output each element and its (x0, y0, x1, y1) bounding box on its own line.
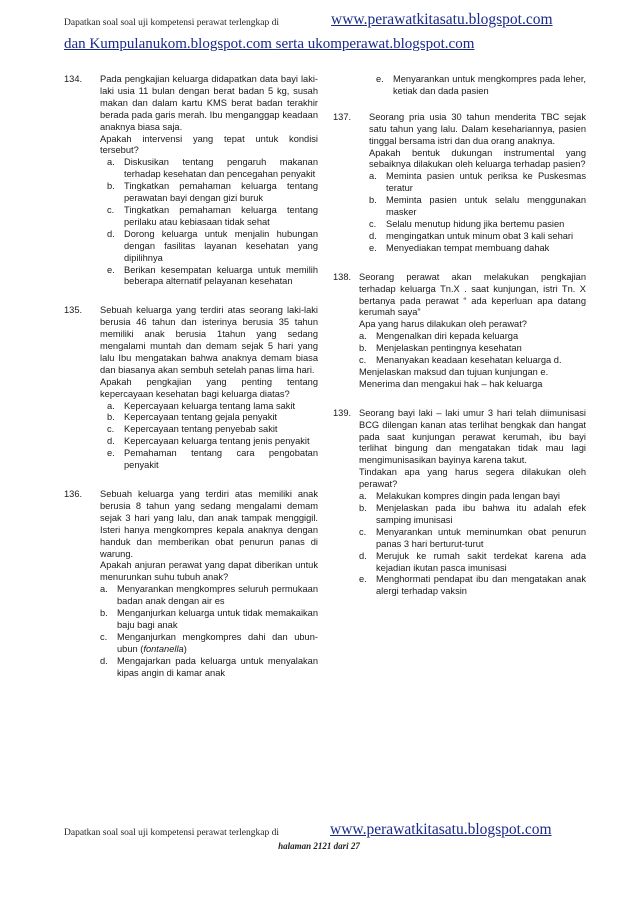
header-intro: Dapatkan soal soal uji kompetensi perawat terlengkap di (64, 18, 280, 28)
question-prompt: Apakah intervensi yang tepat untuk kondisi tersebut? (100, 133, 318, 156)
option-b: b. Kepercayaan tentang gejala penyakit (107, 412, 277, 423)
question-prompt: Apa yang harus dilakukan oleh perawat? (359, 319, 527, 330)
option-a: a. Diskusikan tentang pengaruh makanan terhadap kesehatan dan pencegahan penyakit (107, 157, 318, 180)
question-number: 134. (64, 74, 83, 84)
question-number: 135. (64, 305, 83, 316)
option-e: e. Berikan kesempatan keluarga untuk memilih beberapa alternatif pelayanan kesehatan (107, 264, 318, 287)
question-136 (64, 489, 318, 680)
option-e: e. Menyediakan tempat membuang dahak (369, 242, 550, 253)
option-d: d. Merujuk ke rumah sakit terdekat karena ada kejadian ikutan pasca imunisasi (359, 550, 586, 573)
option-b: b. Tingkatkan pemahaman keluarga tentang perawatan bayi dengan gizi buruk (107, 181, 318, 204)
header-links-line[interactable] (64, 36, 474, 53)
question-137 (333, 112, 586, 255)
option-b: b. Meminta pasien untuk selalu menggunakan masker (369, 195, 586, 218)
question-number: 139. (333, 407, 352, 418)
left-column (64, 74, 318, 697)
option-b: b. Menjelaskan pentingnya kesehatan (359, 343, 522, 354)
option-d: d. Mengajarkan pada keluarga untuk menyalakan kipas angin di kamar anak (100, 655, 318, 678)
option-a: a. Mengenalkan diri kepada keluarga (359, 331, 519, 342)
right-column (333, 74, 586, 615)
question-stem: Seorang perawat akan melakukan pengkajian terhadap keluarga Tn.X . saat kunjungan, istri Tn. X bertanya pada perawat “ ada keperluan apa datang kerumah saya” (359, 271, 586, 318)
option-d: d. Dorong keluarga untuk menjalin hubungan dengan fasilitas layanan kesehatan yang dipilihnya (107, 228, 318, 263)
question-number: 136. (64, 489, 83, 499)
question-135 (64, 305, 318, 472)
question-stem: Pada pengkajian keluarga didapatkan data bayi laki-laki usia 11 bulan dengan berat badan 5 kg, susah makan dan dalam kartu KMS berat badan terakhir berada pada garis merah. Ibu menganggap keadaan anaknya biasa saja. (100, 74, 318, 132)
question-prompt: Tindakan apa yang harus segera dilakukan oleh perawat? (359, 467, 586, 490)
option-b: b. Menjelaskan pada ibu bahwa itu adalah efek samping imunisasi (359, 503, 586, 525)
question-prompt: Apakah bentuk dukungan instrumental yang sebaiknya dilakukan oleh keluarga terhadap pasien? (369, 147, 586, 170)
header-link-perawatkitasatu[interactable]: www.perawatkitasatu.blogspot.com (331, 11, 553, 28)
option-c: c. Tingkatkan pemahaman keluarga tentang perilaku atau kebiasaan tidak sehat (107, 204, 318, 227)
option-c: c. Kepercayaan tentang penyebab sakit (107, 424, 278, 435)
question-stem: Seorang pria usia 30 tahun menderita TBC sejak satu tahun yang lalu. Dalam kesehariannya, pasien tinggal bersama istri dan dua orang anaknya. (369, 111, 586, 146)
question-number: 137. (333, 111, 352, 122)
option-d: d. Kepercayaan keluarga tentang jenis penyakit (107, 436, 310, 447)
option-d-line: Menjelaskan maksud dan tujuan kunjungan e. (359, 366, 549, 377)
question-number: 138. (333, 271, 352, 282)
option-a: a. Melakukan kompres dingin pada lengan bayi (359, 491, 560, 502)
option-a: a. Meminta pasien untuk periksa ke Puskesmas teratur (369, 171, 586, 194)
option-c: c. Menyarankan untuk meminumkan obat penurun panas 3 hari berturut-turut (359, 526, 586, 549)
option-c: c. Menganjurkan mengkompres dahi dan ubun-ubun (fontanella) (100, 631, 318, 654)
question-stem: Sebuah keluarga yang terdiri atas memiliki anak berusia 8 tahun yang sedang mengalami demam sejak 3 hari yang lalu, dan anak tampak menggigil. Isteri hanya mengkompres kepala anaknya dengan handuk dan memberikan obat penurun panas di warung. (100, 489, 318, 559)
question-138 (333, 272, 586, 391)
question-stem: Seorang bayi laki – laki umur 3 hari telah diimunisasi BCG dilengan kanan atas terlihat bengkak dan hangat pada saat kunjungan perawat kerumah, ibu bayi terlihat bingung dan mengatakan tidak mau lagi mengimunisasikan bayinya karena takut. (359, 407, 586, 466)
option-e: e. Menyarankan untuk mengkompres pada leher, ketiak dan dada pasien (376, 74, 586, 96)
question-134 (64, 74, 318, 288)
header-link-kumpulanukom[interactable]: dan Kumpulanukom.blogspot.com (64, 36, 272, 52)
question-prompt: Apakah anjuran perawat yang dapat diberikan untuk menurunkan suhu tubuh anak? (100, 560, 318, 583)
question-136-continued (333, 74, 586, 98)
option-d: d. mengingatkan untuk minum obat 3 kali sehari (369, 230, 574, 241)
footer-link-perawatkitasatu[interactable]: www.perawatkitasatu.blogspot.com (330, 821, 552, 838)
question-139 (333, 408, 586, 599)
question-stem: Sebuah keluarga yang terdiri atas seorang laki-laki berusia 46 tahun dan isterinya berusia 35 tahun memiliki anak berusia 1tahun yang sedang mengalami muntah dan demam sejak 5 hari yang lalu Ibu mengatakan bahwa anaknya demam biasa dan biasanya akan sembuh setelah panas lima hari. (100, 305, 318, 375)
option-e: e. Pemahaman tentang cara pengobatan penyakit (107, 448, 318, 471)
option-c: c. Selalu menutup hidung jika bertemu pasien (369, 218, 565, 229)
option-e-line: Menerima dan mengakui hak – hak keluarga (359, 378, 543, 389)
option-c: c. Menanyakan keadaan kesehatan keluarga d. (359, 355, 562, 366)
option-e: e. Menghormati pendapat ibu dan mengatakan anak alergi terhadap vaksin (359, 574, 586, 597)
footer-intro: Dapatkan soal soal uji kompetensi perawat terlengkap di (64, 828, 280, 838)
option-a: a. Kepercayaan keluarga tentang lama sakit (107, 400, 296, 411)
option-a: a. Menyarankan mengkompres seluruh permukaan badan anak dengan air es (100, 584, 318, 607)
option-b: b. Menganjurkan keluarga untuk tidak memakaikan baju bagi anak (100, 608, 318, 630)
header-link-ukomperawat[interactable]: serta ukomperawat.blogspot.com (275, 36, 475, 52)
question-prompt: Apakah pengkajian yang penting tentang kepercayaan kesehatan bagi keluarga diatas? (100, 376, 318, 399)
page-number: halaman 2121 dari 27 (278, 841, 360, 851)
